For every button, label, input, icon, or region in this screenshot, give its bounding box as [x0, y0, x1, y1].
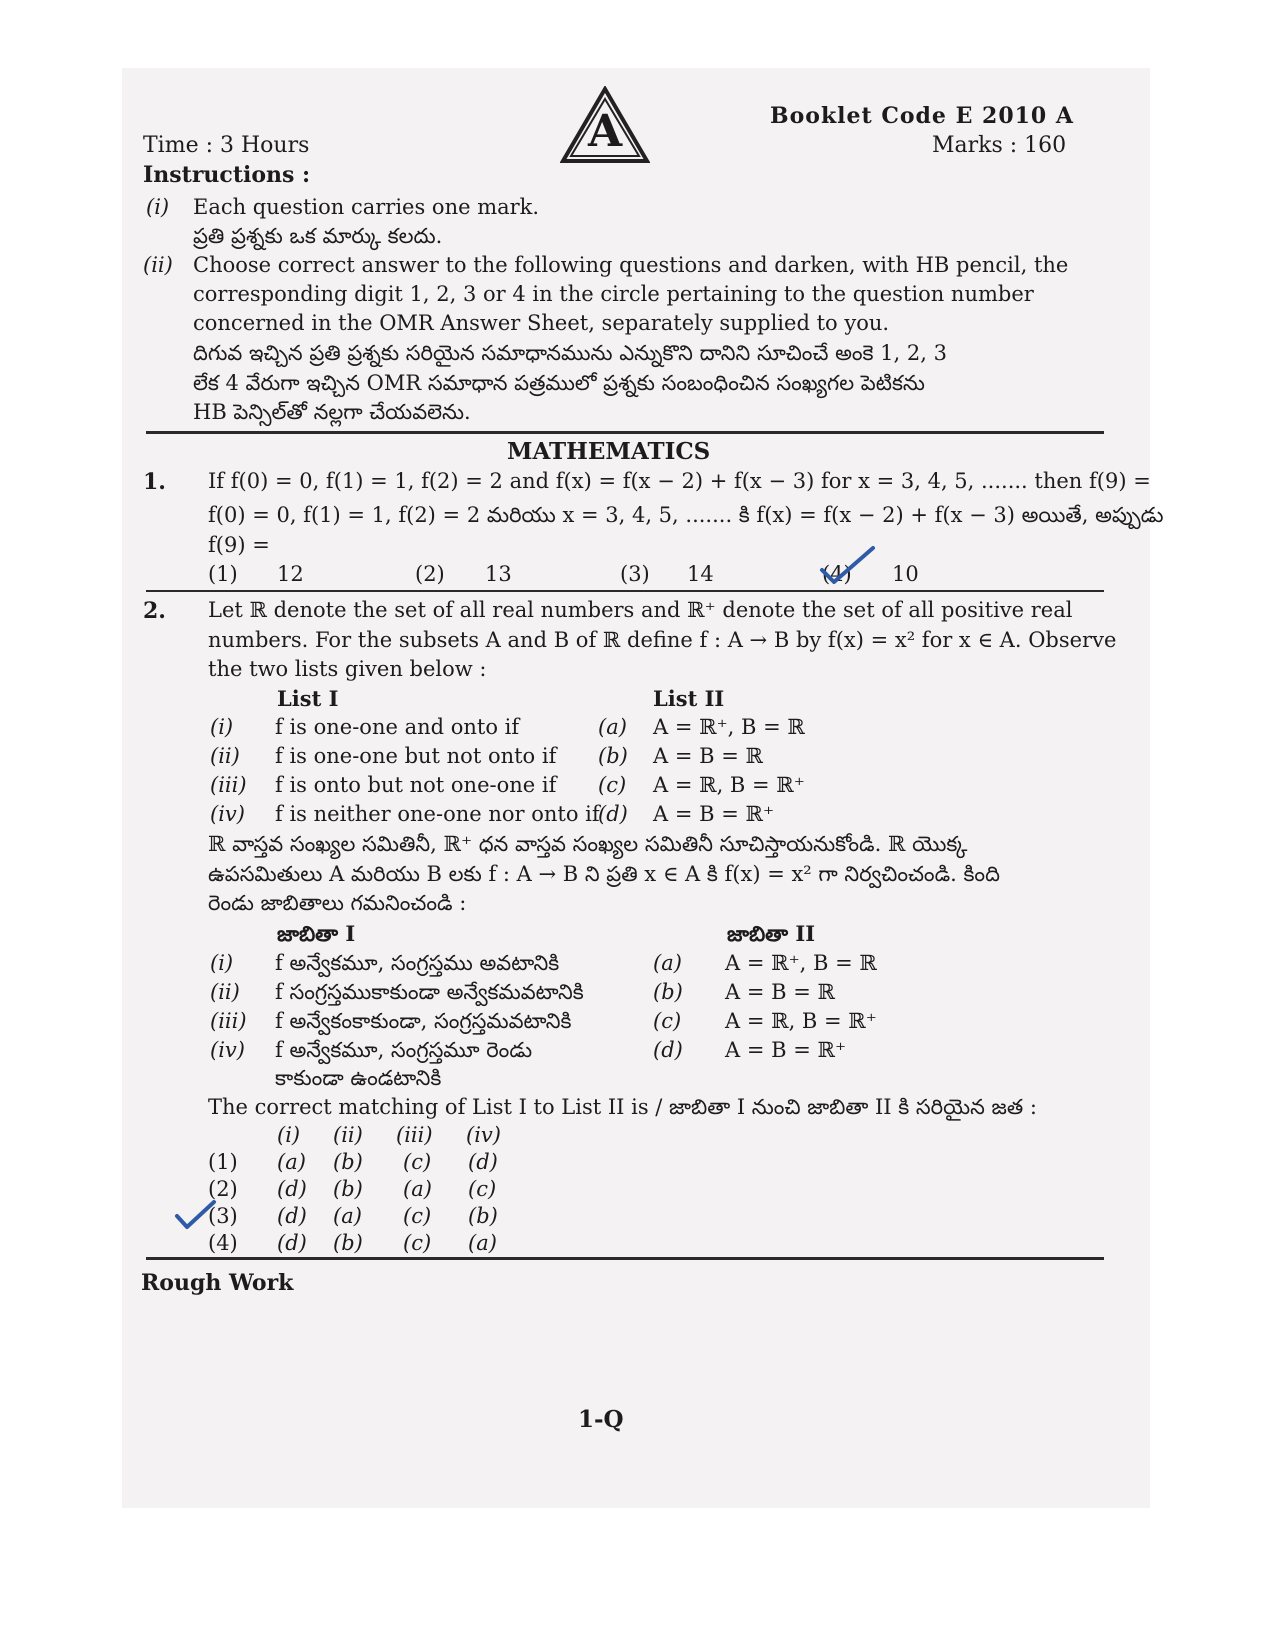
matching-option-cell: (b) [333, 1177, 363, 1201]
matching-option-cell: (b) [333, 1231, 363, 1255]
q2-number: 2. [143, 598, 166, 624]
q1-text: If f(0) = 0, f(1) = 1, f(2) = 2 and f(x) = f(x − 2) + f(x − 3) for x = 3, 4, 5, ....... then f(9) = [208, 469, 1151, 493]
matching-option-cell: (d) [277, 1231, 307, 1255]
matching-option-cell: (a) [403, 1177, 432, 1201]
list-row-text: f is onto but not one-one if [275, 773, 557, 797]
list-row-value: A = ℝ, B = ℝ⁺ [653, 773, 805, 797]
q1-option-4-num[interactable]: (4) [822, 562, 852, 586]
list-row-text: f is one-one but not onto if [275, 744, 557, 768]
q2-telugu-line: ఉపసమితులు A మరియు B లకు f : A → B ని ప్రతి x ∈ A కి f(x) = x² గా నిర్వచించండి. కింది [208, 862, 1000, 886]
rough-work-label: Rough Work [141, 1270, 294, 1296]
matching-option-cell: (d) [277, 1177, 307, 1201]
telugu-list-row-letter: (a) [653, 951, 682, 975]
list-row [0, 744, 1275, 774]
matching-option[interactable] [0, 1150, 1275, 1180]
matching-option-cell: (c) [403, 1231, 432, 1255]
list-row [0, 773, 1275, 803]
telugu-list-row [0, 1038, 1275, 1068]
instruction-2-line: concerned in the OMR Answer Sheet, separately supplied to you. [193, 311, 890, 335]
matching-option-num[interactable]: (2) [208, 1177, 238, 1201]
q1-option-1-num[interactable]: (1) [208, 562, 238, 586]
telugu-list-row-value: A = ℝ⁺, B = ℝ [725, 951, 877, 975]
telugu-list-row-num: (i) [210, 951, 234, 975]
q1-number: 1. [143, 469, 166, 495]
instruction-1-num: (i) [146, 195, 170, 219]
logo-letter: A [588, 106, 623, 157]
matching-prompt: The correct matching of List I to List II is / జాబితా I నుంచి జాబితా II కి సరియైన జత : [208, 1095, 1037, 1119]
matching-header-cell: (iii) [396, 1123, 433, 1147]
list-row-letter: (c) [598, 773, 627, 797]
telugu-list-row-text: f సంగ్రస్తముకాకుండా అన్వేకమవటానికి [275, 980, 584, 1004]
list-row-text: f is one-one and onto if [275, 715, 520, 739]
page-number: 1-Q [578, 1406, 624, 1433]
q2-text-line: Let ℝ denote the set of all real numbers and ℝ⁺ denote the set of all positive real [208, 598, 1073, 622]
telugu-list2-heading: జాబితా II [727, 921, 816, 946]
q2-telugu-line: రెండు జాబితాలు గమనించండి : [208, 891, 467, 915]
instruction-2-telugu-line: HB పెన్సిల్‌తో నల్లగా చేయవలెను. [193, 400, 471, 424]
section-title: MATHEMATICS [507, 438, 711, 465]
divider-bottom [146, 1257, 1104, 1260]
matching-option-cell: (a) [277, 1150, 306, 1174]
list-row-value: A = B = ℝ⁺ [653, 802, 775, 826]
list1-heading: List I [277, 686, 339, 711]
list-row-num: (ii) [210, 744, 240, 768]
list-row [0, 802, 1275, 832]
tick-mark-icon [174, 1198, 218, 1232]
instruction-2-line: corresponding digit 1, 2, 3 or 4 in the circle pertaining to the question number [193, 282, 1034, 306]
telugu-list-row-text: f అన్వేకమూ, సంగ్రస్తము అవటానికి [275, 951, 560, 975]
matching-option-cell: (b) [468, 1204, 498, 1228]
marks-label: Marks : 160 [932, 133, 1067, 158]
matching-option-cell: (a) [468, 1231, 497, 1255]
telugu-list-row [0, 951, 1275, 981]
matching-header-cell: (i) [277, 1123, 301, 1147]
matching-header-cell: (iv) [466, 1123, 501, 1147]
instruction-2-telugu-line: దిగువ ఇచ్చిన ప్రతి ప్రశ్నకు సరియైన సమాధానమును ఎన్నుకొని దానిని సూచించే అంకె 1, 2, 3 [193, 341, 947, 365]
tick-mark-icon [818, 544, 878, 588]
telugu-list1-heading: జాబితా I [277, 921, 356, 946]
matching-option-cell: (b) [333, 1150, 363, 1174]
q1-option-2-num[interactable]: (2) [415, 562, 445, 586]
instruction-1-text: Each question carries one mark. [193, 195, 540, 219]
q1-telugu-2: f(9) = [208, 533, 270, 557]
list2-heading: List II [653, 686, 725, 711]
matching-option-cell: (c) [403, 1150, 432, 1174]
list-row-value: A = B = ℝ [653, 744, 763, 768]
telugu-list-row-value: A = B = ℝ⁺ [725, 1038, 847, 1062]
matching-option-cell: (d) [277, 1204, 307, 1228]
q1-option-3-num[interactable]: (3) [620, 562, 650, 586]
matching-option-num[interactable]: (4) [208, 1231, 238, 1255]
list-row-text: f is neither one-one nor onto if [275, 802, 600, 826]
booklet-logo [560, 86, 650, 164]
q1-option-1-value: 12 [277, 562, 304, 586]
telugu-list-row-letter: (d) [653, 1038, 683, 1062]
telugu-list-row-num: (iii) [210, 1009, 247, 1033]
telugu-list-row-text: f అన్వేకంకాకుండా, సంగ్రస్తమవటానికి [275, 1009, 572, 1033]
matching-header-cell: (ii) [333, 1123, 363, 1147]
matching-option-cell: (c) [468, 1177, 497, 1201]
matching-option-num[interactable]: (3) [208, 1204, 238, 1228]
list-row-num: (iv) [210, 802, 245, 826]
list-row [0, 715, 1275, 745]
instruction-2-telugu-line: లేక 4 వేరుగా ఇచ్చిన OMR సమాధాన పత్రములో ప్రశ్నకు సంబంధించిన సంఖ్యగల పెటికను [193, 371, 925, 395]
telugu-list-row [0, 980, 1275, 1010]
instruction-2-num: (ii) [143, 253, 173, 277]
telugu-list-row-value: A = ℝ, B = ℝ⁺ [725, 1009, 877, 1033]
matching-header [0, 1123, 1275, 1153]
list-row-num: (i) [210, 715, 234, 739]
q2-telugu-line: ℝ వాస్తవ సంఖ్యల సమితినీ, ℝ⁺ ధన వాస్తవ సంఖ్యల సమితినీ సూచిస్తాయనుకోండి. ℝ యొక్క [208, 832, 968, 856]
telugu-list-row-letter: (b) [653, 980, 683, 1004]
booklet-code: Booklet Code E 2010 A [770, 103, 1074, 129]
list-row-value: A = ℝ⁺, B = ℝ [653, 715, 805, 739]
matching-option-num[interactable]: (1) [208, 1150, 238, 1174]
matching-option-cell: (c) [403, 1204, 432, 1228]
divider-top [146, 431, 1104, 434]
q2-text-line: numbers. For the subsets A and B of ℝ define f : A → B by f(x) = x² for x ∈ A. Observe [208, 628, 1117, 652]
time-label: Time : 3 Hours [143, 133, 310, 158]
q1-option-3-value: 14 [687, 562, 714, 586]
list-row-letter: (b) [598, 744, 628, 768]
telugu-list-row-num: (ii) [210, 980, 240, 1004]
telugu-list-row-value: A = B = ℝ [725, 980, 835, 1004]
telugu-list-row-text-cont: కాకుండా ఉండటానికి [275, 1066, 442, 1090]
telugu-list-row-text: f అన్వేకమూ, సంగ్రస్తమూ రెండు [275, 1038, 533, 1062]
matching-option-cell: (d) [468, 1150, 498, 1174]
instruction-2-line: Choose correct answer to the following questions and darken, with HB pencil, the [193, 253, 1069, 277]
q1-telugu: f(0) = 0, f(1) = 1, f(2) = 2 మరియు x = 3, 4, 5, ....... కి f(x) = f(x − 2) + f(x − 3) అయితే, అప్పుడు [208, 503, 1164, 527]
q2-text-line: the two lists given below : [208, 657, 487, 681]
matching-option-cell: (a) [333, 1204, 362, 1228]
q1-option-2-value: 13 [485, 562, 512, 586]
list-row-letter: (a) [598, 715, 627, 739]
telugu-list-row [0, 1009, 1275, 1039]
list-row-num: (iii) [210, 773, 247, 797]
divider-q1 [146, 590, 1104, 592]
instructions-heading: Instructions : [143, 162, 311, 188]
list-row-letter: (d) [598, 802, 628, 826]
telugu-list-row-letter: (c) [653, 1009, 682, 1033]
q1-option-4-value: 10 [892, 562, 919, 586]
telugu-list-row-num: (iv) [210, 1038, 245, 1062]
instruction-1-telugu: ప్రతి ప్రశ్నకు ఒక మార్కు కలదు. [193, 224, 443, 248]
